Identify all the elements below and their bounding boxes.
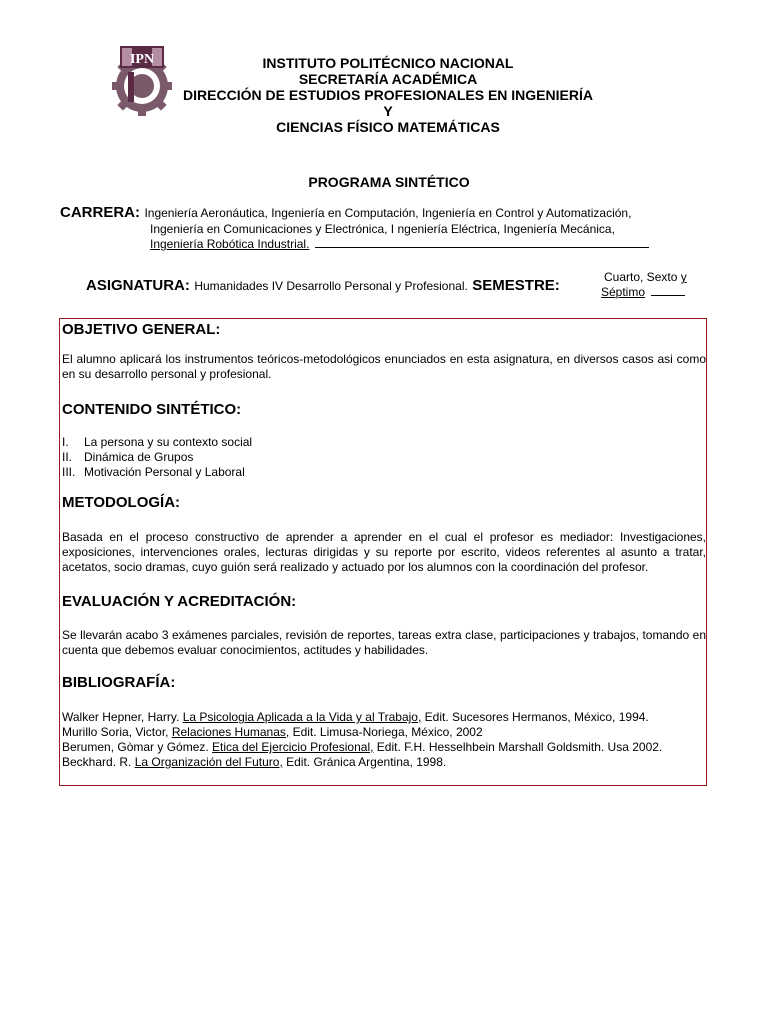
asignatura-section [86,277,560,295]
semestre-value [601,270,687,300]
semestre-line-1-y: y [680,270,687,284]
carrera-label: CARRERA: [60,204,140,221]
program-title: PROGRAMA SINTÉTICO [308,174,470,190]
evaluacion-text: Se llevarán acabo 3 exámenes parciales, revisión de reportes, tareas extra clase, participaciones y trabajos, tomando en cuenta que debemos evaluar conocimientos, actitudes y habilidades. [62,628,706,657]
contenido-list [62,435,252,480]
semestre-blank-line [651,286,685,296]
header-line-3: DIRECCIÓN DE ESTUDIOS PROFESIONALES EN INGENIERÍA Y [183,87,593,119]
bib-entry: Berumen, Gòmar y Gómez. Etica del Ejercicio Profesional, Edit. F.H. Hesselhbein Marshall Goldsmith. Usa 2002. [62,740,663,754]
bibliografia-title: BIBLIOGRAFÍA: [62,674,176,691]
logo-text: IPN [129,52,155,67]
carrera-line-3: Ingeniería Robótica Industrial. [150,237,310,251]
evaluacion-title: EVALUACIÓN Y ACREDITACIÓN: [62,593,297,610]
carrera-line-1: Ingeniería Aeronáutica, Ingeniería en Computación, Ingeniería en Control y Automatización, [144,206,632,220]
metodologia-title: METODOLOGÍA: [62,494,181,511]
bibliografia-list [62,710,662,770]
content-box [59,318,707,786]
list-item: II. Dinámica de Grupos [62,450,194,464]
bib-entry: Murillo Soria, Victor, Relaciones Humanas, Edit. Limusa-Noriega, México, 2002 [62,725,483,739]
metodologia-text: Basada en el proceso constructivo de aprender a aprender en el cual el profesor es mediador: Investigaciones, exposiciones, intervenciones orales, lecturas dirigidas y su reporte por escrito, videos referentes al asunto a tratar, acetatos, socio dramas, cuyo guión será realizado y actuado por los alumnos con la coordinación del profesor. [62,530,706,574]
carrera-line-2: Ingeniería en Comunicaciones y Electrónica, I ngeniería Eléctrica, Ingeniería Mecánica, [150,222,615,236]
header-line-4: CIENCIAS FÍSICO MATEMÁTICAS [276,119,500,135]
bib-entry: Walker Hepner, Harry. La Psicologia Aplicada a la Vida y al Trabajo, Edit. Sucesores Hermanos, México, 1994. [62,710,649,724]
semestre-line-1: Cuarto, Sexto [604,270,681,284]
asignatura-value: Humanidades IV Desarrollo Personal y Profesional. [194,279,468,293]
objetivo-title: OBJETIVO GENERAL: [62,321,221,338]
contenido-title: CONTENIDO SINTÉTICO: [62,401,242,418]
semestre-label: SEMESTRE: [472,277,560,294]
header-line-2: SECRETARÍA ACADÉMICA [298,71,478,87]
carrera-line-3-wrap [150,237,649,251]
carrera-blank-line [315,237,649,248]
ipn-logo [108,42,172,118]
carrera-section [60,204,720,251]
asignatura-label: ASIGNATURA: [86,277,190,294]
header-line-1: INSTITUTO POLITÉCNICO NACIONAL [262,55,514,71]
objetivo-text: El alumno aplicará los instrumentos teóricos-metodológicos enunciados en esta asignatura, en diversos casos asi como en su desarrollo personal y profesional. [62,352,706,381]
list-item: I. La persona y su contexto social [62,435,253,449]
institution-header [180,55,596,135]
bib-entry: Beckhard. R. La Organización del Futuro, Edit. Gránica Argentina, 1998. [62,755,447,769]
semestre-line-2: Séptimo [601,285,646,299]
list-item: III. Motivación Personal y Laboral [62,465,245,479]
